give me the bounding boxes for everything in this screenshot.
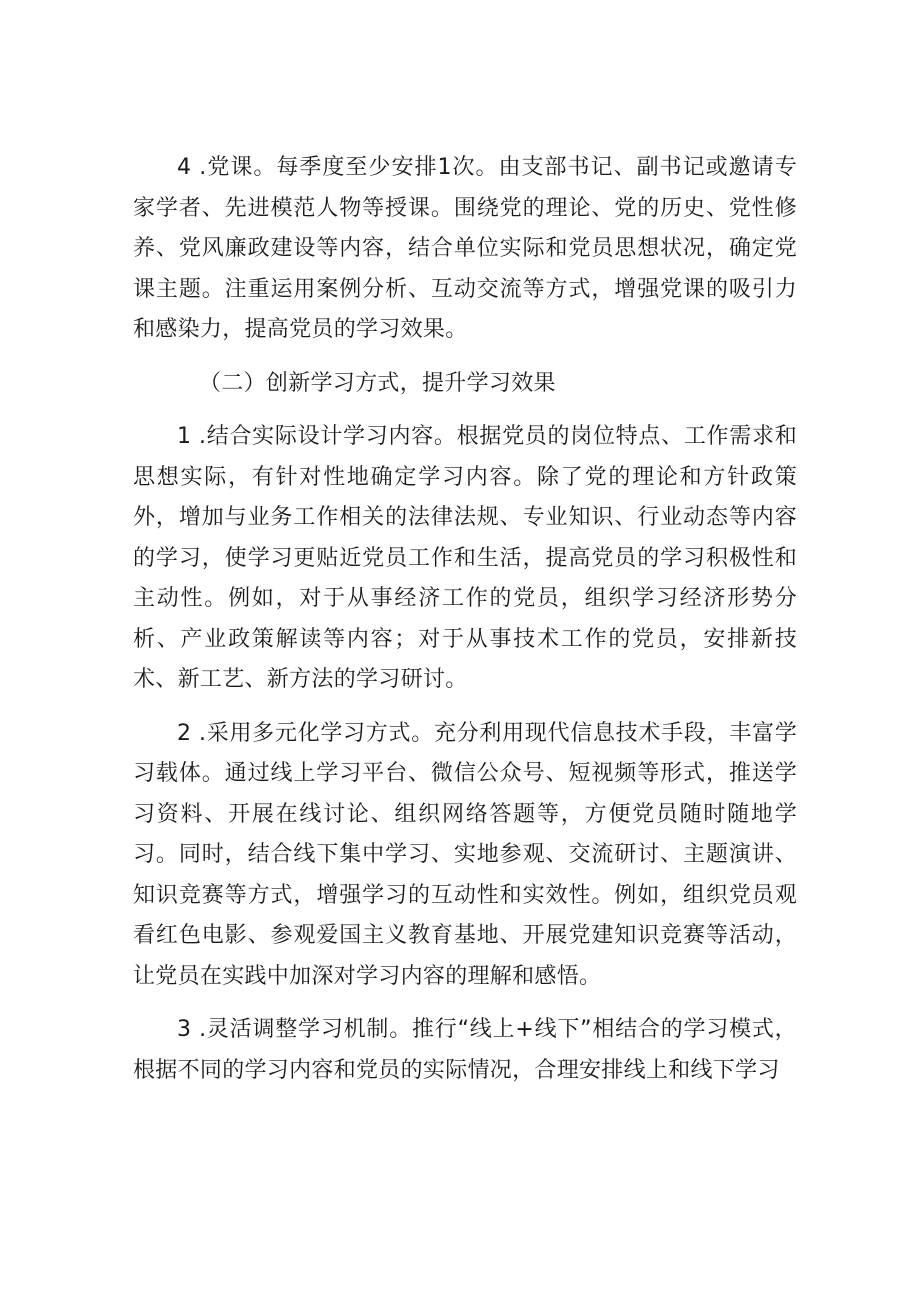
item-number: 1 .: [177, 424, 207, 449]
list-item-1: [133, 417, 797, 701]
document-body: [133, 148, 797, 1104]
item-text: 灵活调整学习机制。推行“线上+线下”相结合的学习模式，根据不同的学习内容和党员的实际情况，合理安排线上和线下学习: [133, 1017, 797, 1083]
section-heading: （二）创新学习方式，提升学习效果: [199, 370, 556, 396]
item-text: 采用多元化学习方式。充分利用现代信息技术手段，丰富学习载体。通过线上学习平台、微信公众号、短视频等形式，推送学习资料、开展在线讨论、组织网络答题等，方便党员随时随地学习。同时，结合线下集中学习、实地参观、交流研讨、主题演讲、知识竞赛等方式，增强学习的互动性和实效性。例如，组织党员观看红色电影、参观爱国主义教育基地、开展党建知识竞赛等活动，让党员在实践中加深对学习内容的理解和感悟。: [133, 720, 797, 989]
paragraph-party-lecture: [133, 148, 797, 351]
paragraph-text: 党课。每季度至少安排1次。由支部书记、副书记或邀请专家学者、先进模范人物等授课。围绕党的理论、党的历史、党性修养、党风廉政建设等内容，结合单位实际和党员思想状况，确定党课主题。注重运用案例分析、互动交流等方式，增强党课的吸引力和感染力，提高党员的学习效果。: [133, 155, 797, 342]
item-number: 3 .: [177, 1017, 207, 1042]
item-number: 2 .: [177, 720, 207, 746]
list-item-3: [133, 1010, 797, 1091]
item-text: 结合实际设计学习内容。根据党员的岗位特点、工作需求和思想实际，有针对性地确定学习内容。除了党的理论和方针政策外，增加与业务工作相关的法律法规、专业知识、行业动态等内容的学习，使学习更贴近党员工作和生活，提高党员的学习积极性和主动性。例如，对于从事经济工作的党员，组织学习经济形势分析、产业政策解读等内容；对于从事技术工作的党员，安排新技术、新工艺、新方法的学习研讨。: [133, 424, 797, 692]
paragraph-number: 4 .: [177, 155, 207, 180]
list-item-2: [133, 714, 797, 998]
